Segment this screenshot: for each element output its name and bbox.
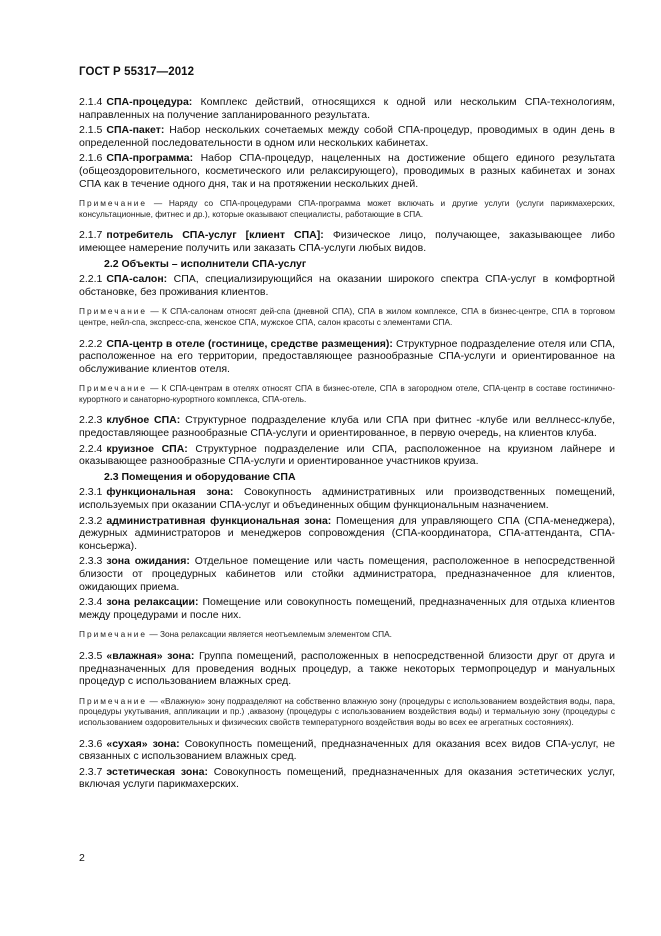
definition-paragraph — [79, 486, 615, 511]
clause-number: 2.1.7 — [79, 229, 103, 242]
defined-term: зона ожидания: — [106, 555, 190, 568]
clause-number: 2.3.5 — [79, 649, 103, 662]
definition-text: Набор СПА-процедур, нацеленных на достижение общего единого результата (общеоздоровительного, косметического или релаксирующего), проводимых в разных кабинетах и зонах СПА как в течение одного дня, так и на протяжении нескольких дней. — [79, 152, 615, 190]
note-paragraph — [79, 629, 615, 640]
definition-text: Помещение или совокупность помещений, предназначенных для отдыха клиентов между процедурами и после них. — [79, 596, 615, 621]
note-label: Примечание — [79, 695, 148, 706]
defined-term: СПА-салон: — [106, 273, 168, 286]
defined-term: клубное СПА: — [106, 414, 181, 427]
definition-paragraph — [79, 515, 615, 553]
note-paragraph — [79, 306, 615, 327]
definition-paragraph — [79, 738, 615, 763]
clause-number: 2.2.3 — [79, 414, 103, 427]
defined-term: «влажная» зона: — [106, 649, 195, 662]
clause-number: 2.1.5 — [79, 124, 103, 137]
definition-text: Структурное подразделение или СПА, расположенное на круизном лайнере и оказывающее разнообразные СПА-услуги и ориентированное участников круиза. — [79, 442, 615, 468]
definition-text: Структурное подразделение отеля или СПА, расположенное на его территории, предоставляющее разнообразные СПА-услуги и ориентированное на обслуживание клиентов отеля. — [79, 337, 615, 375]
page-number: 2 — [79, 852, 85, 864]
defined-term: СПА-программа: — [106, 152, 194, 165]
clause-number: 2.3.1 — [79, 486, 103, 499]
definition-text: Группа помещений, расположенных в непосредственной близости друг от друга и предназначенных для проведения водных процедур, а также некоторых термопроцедур и мануальных процедур с использованием влажных сред. — [79, 649, 616, 688]
definition-paragraph — [79, 96, 615, 121]
note-text: — К СПА-салонам относят дей-спа (дневной СПА), СПА в жилом комплексе, СПА в бизнес-центре, СПА в торговом центре, нейл-спа, экспресс-спа, женское СПА, мужское СПА, салон красоты с элементами СПА. — [79, 306, 615, 327]
defined-term: СПА-центр в отеле (гостинице, средстве размещения): — [106, 337, 393, 350]
defined-term: СПА-процедура: — [106, 96, 193, 108]
definition-paragraph — [79, 229, 615, 254]
defined-term: эстетическая зона: — [106, 765, 208, 778]
clause-number: 2.3.4 — [79, 596, 103, 609]
note-text: — Наряду со СПА-процедурами СПА-программа может включать и другие услуги (услуги парикмахерских, консультационные, фитнес и др.), которые оказывают специалисты, работающие в СПА. — [79, 198, 615, 219]
definition-paragraph — [79, 152, 615, 190]
definition-paragraph — [79, 596, 615, 621]
definition-text: Помещения для управляющего СПА (СПА-менеджера), дежурных администраторов и менеджеров сопровождения (СПА-координатора, СПА-аттендантa, СПА-консьержа). — [79, 514, 615, 552]
definition-paragraph — [79, 414, 615, 439]
note-label: Примечание — [79, 383, 148, 394]
clause-number: 2.3.7 — [79, 765, 103, 778]
clause-number: 2.1.4 — [79, 96, 103, 108]
defined-term: СПА-пакет: — [106, 124, 165, 137]
definition-paragraph — [79, 555, 615, 593]
note-label: Примечание — [79, 306, 148, 317]
document-header: ГОСТ Р 55317—2012 — [79, 66, 195, 78]
defined-term: круизное СПА: — [106, 442, 188, 455]
definition-paragraph — [79, 273, 615, 298]
definition-text: Комплекс действий, относящихся к одной или нескольким СПА-технологиям, направленных на получение запланированного результата. — [79, 96, 615, 121]
definition-paragraph — [79, 443, 615, 468]
definition-paragraph — [79, 650, 615, 688]
definition-text: СПА, специализирующийся на оказании широкого спектра СПА-услуг в комфортной обстановке, без проживания клиентов. — [79, 273, 615, 298]
clause-number: 2.3.6 — [79, 737, 103, 750]
note-paragraph — [79, 696, 615, 728]
definition-text: Физическое лицо, получающее, заказывающее либо имеющее намерение получить или заказать СПА-услуги любых видов. — [79, 229, 615, 254]
clause-number: 2.3.2 — [79, 514, 103, 527]
definition-text: Совокупность помещений, предназначенных для оказания всех видов СПА-услуг, не связанных с использованием влажных сред. — [79, 737, 616, 763]
clause-number: 2.3.3 — [79, 555, 103, 568]
clause-number: 2.1.6 — [79, 152, 103, 165]
note-label: Примечание — [79, 198, 148, 209]
definition-paragraph — [79, 124, 615, 149]
clause-number: 2.2.4 — [79, 442, 103, 455]
note-paragraph — [79, 383, 615, 404]
section-heading: 2.2 Объекты – исполнители СПА-услуг — [104, 257, 307, 270]
defined-term: административная функциональная зона: — [106, 514, 332, 527]
note-text: — Зона релаксации является неотъемлемым элементом СПА. — [149, 629, 392, 640]
definition-text: Совокупность помещений, предназначенных для оказания эстетических услуг, включая услуги парикмахерских. — [79, 765, 615, 791]
defined-term: «сухая» зона: — [106, 737, 180, 750]
clause-number: 2.2.1 — [79, 273, 103, 286]
defined-term: функциональная зона: — [106, 486, 234, 499]
definition-paragraph — [79, 766, 615, 791]
definition-text: Отдельное помещение или часть помещения, расположенное в непосредственной близости от процедурных кабинетов или стойки администратора, предназначенное для клиентов, ожидающих приема. — [79, 555, 616, 593]
note-text: — К СПА-центрам в отелях относят СПА в бизнес-отеле, СПА в загородном отеле, СПА-центр в составе гостинично-курортного и санаторно-курортного комплекса, СПА-отель. — [79, 383, 615, 404]
definition-text: Структурное подразделение клуба или СПА при фитнес -клубе или веллнесс-клубе, предоставляющее разнообразные СПА-услуги и ориентированное, в первую очередь, на клиентов клуба. — [79, 414, 615, 440]
document-body — [79, 96, 615, 794]
definition-paragraph — [79, 338, 615, 376]
definition-text: Набор нескольких сочетаемых между собой СПА-процедур, проводимых в один день в определенной последовательности в одном или нескольких кабинетах. — [79, 124, 615, 149]
note-paragraph — [79, 198, 615, 219]
clause-number: 2.2.2 — [79, 337, 103, 350]
note-label: Примечание — [79, 629, 148, 640]
note-text: — «Влажную» зону подразделяют на собственно влажную зону (процедуры с использованием воздействия воды, пара, процедуры укутывания, аппликации и пр.) ,аквазону (процедуры с использованием воздействия воды) и термальную зону (процедуры с использованием оздоровительных и физических свойств температурного воздействия воды во всех ее агрегатных состояниях). — [79, 695, 616, 727]
defined-term: зона релаксации: — [106, 596, 199, 609]
section-heading: 2.3 Помещения и оборудование СПА — [104, 470, 296, 483]
definition-text: Совокупность административных или производственных помещений, используемых при оказании СПА-услуг и объединенных общим функциональным назначением. — [79, 486, 615, 512]
defined-term: потребитель СПА-услуг [клиент СПА]: — [106, 229, 324, 242]
